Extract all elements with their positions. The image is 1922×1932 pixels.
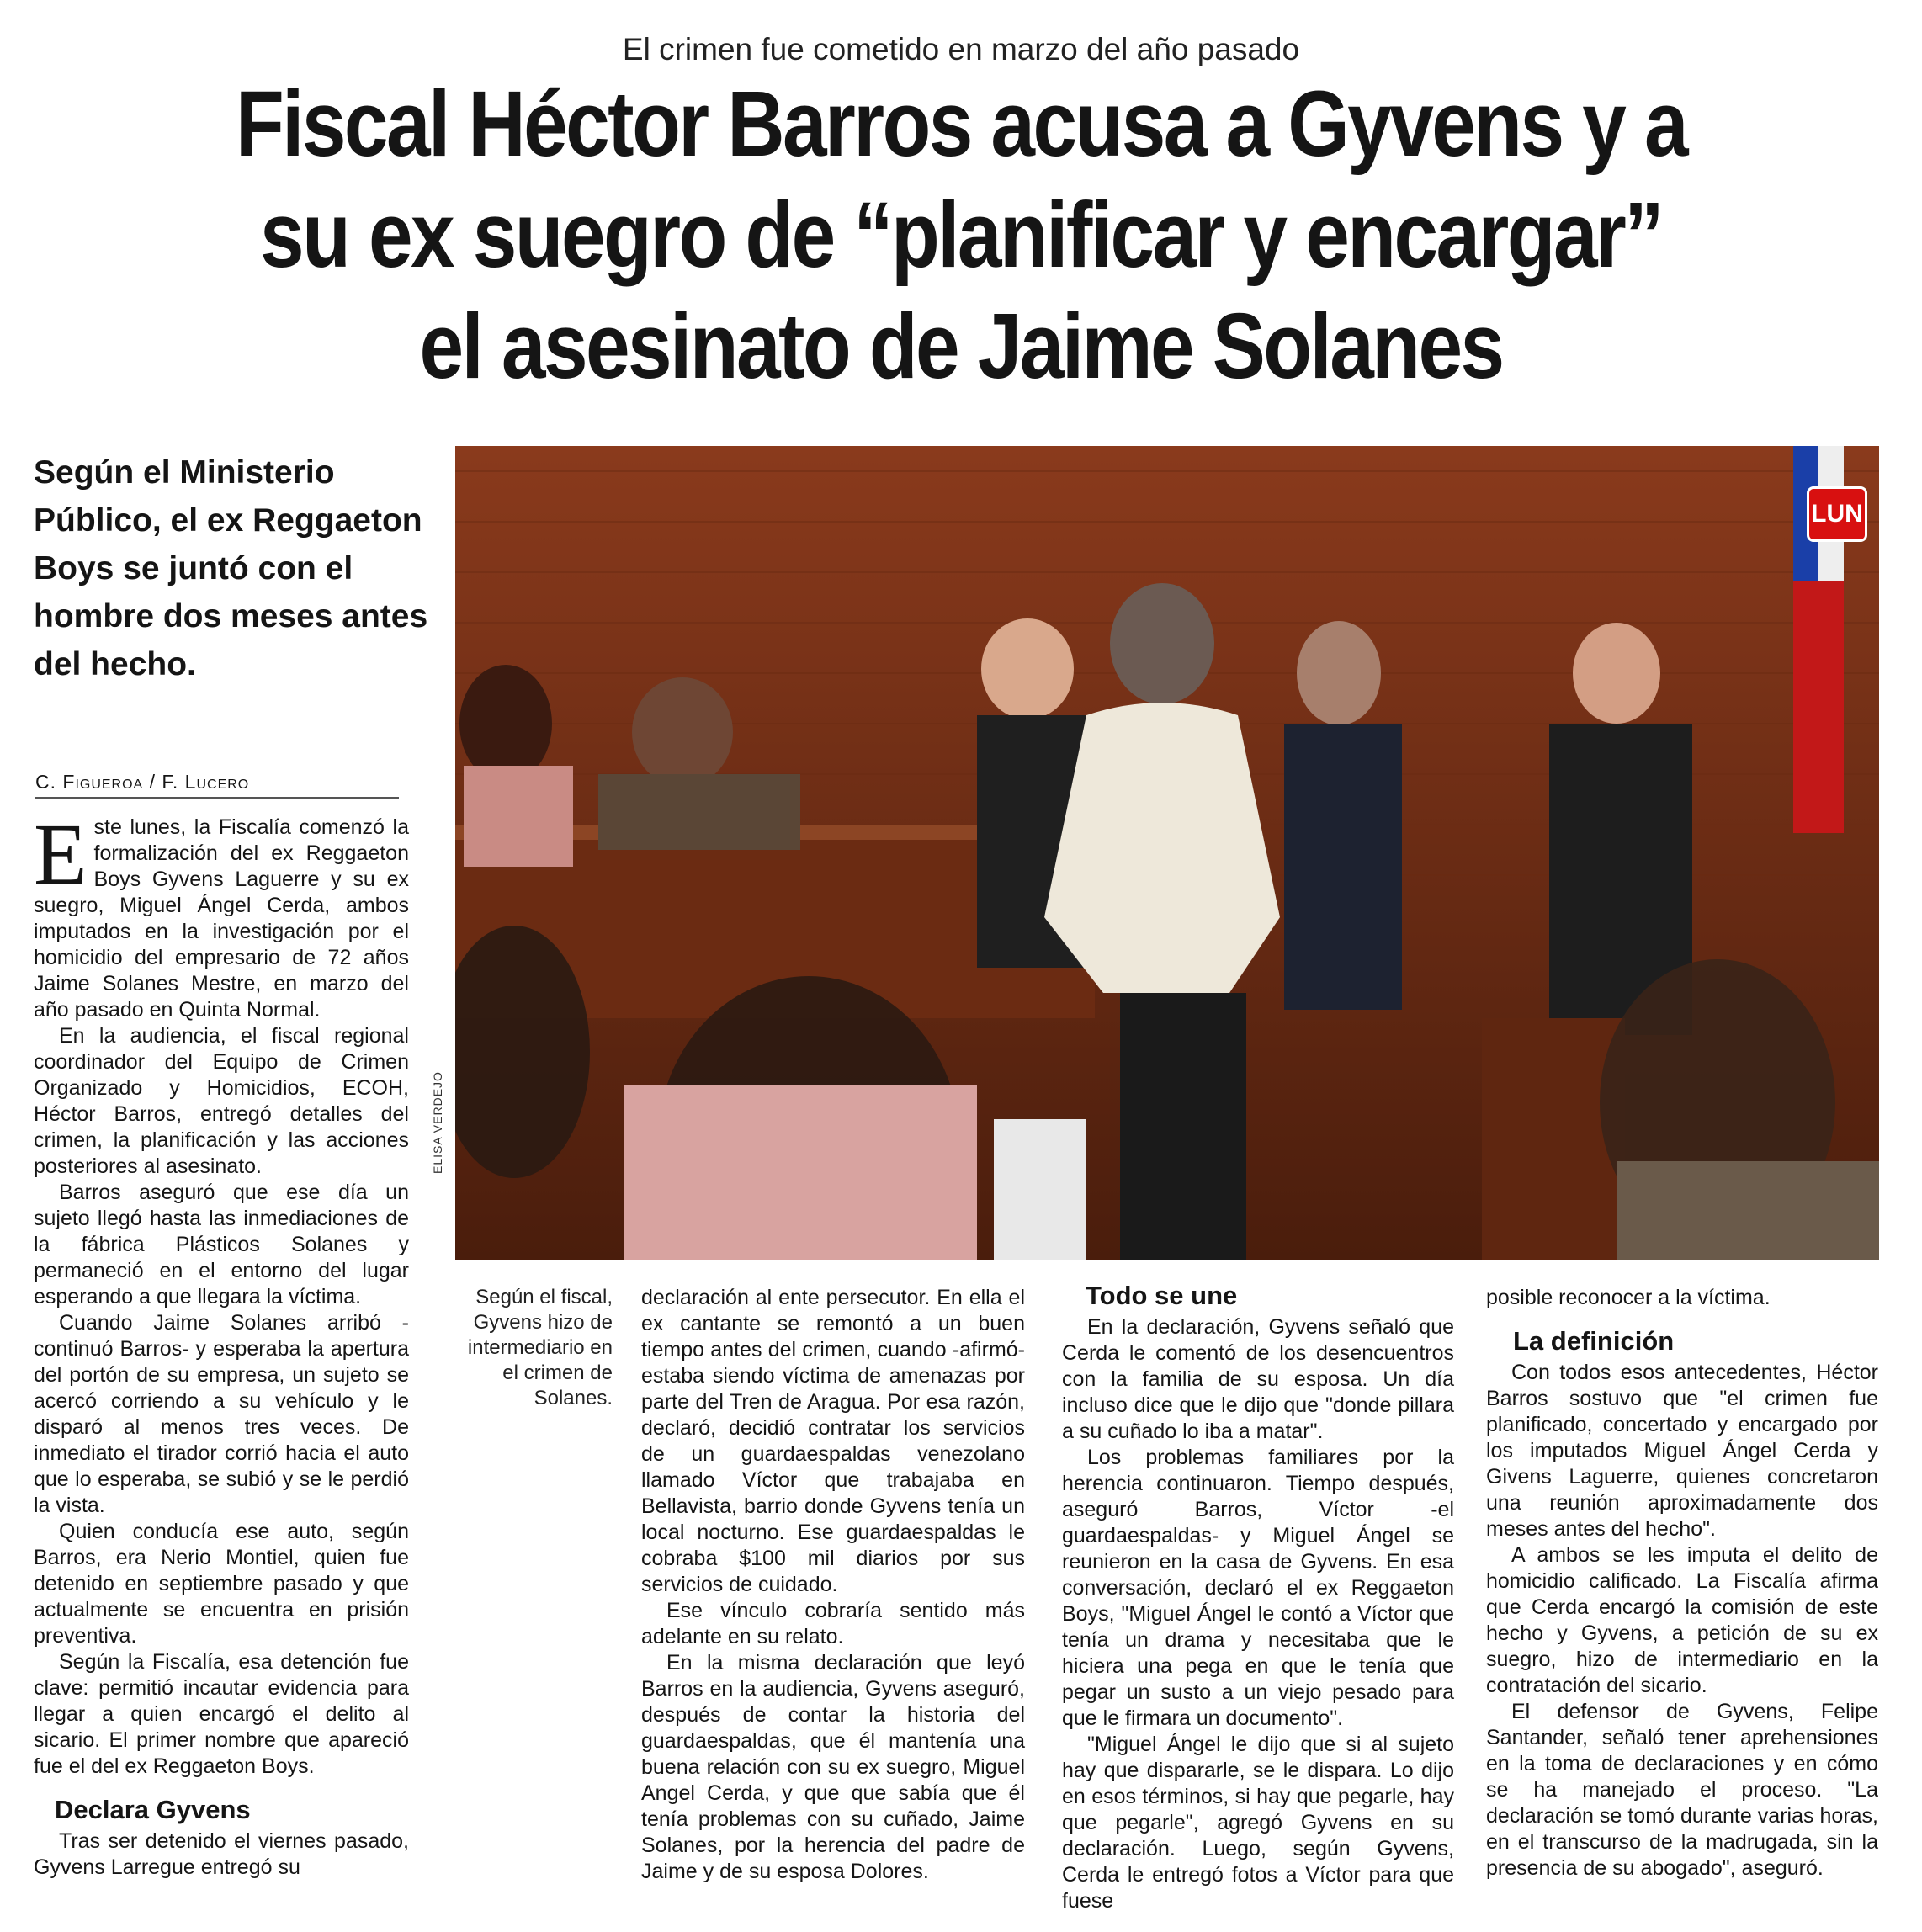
photo-credit: ELISA VERDEJO <box>431 1071 444 1174</box>
byline: C. Figueroa / F. Lucero <box>35 771 399 799</box>
paragraph: Barros aseguró que ese día un sujeto llegó hasta las inmediaciones de la fábrica Plásticos Solanes y permaneció en el entorno del lugar esperando a que llegara la víctima. <box>34 1181 409 1308</box>
article-column-1 <box>34 806 409 1881</box>
paragraph: En la misma declaración que leyó Barros en la audiencia, Gyvens aseguró, después de contar la historia del guardaespaldas, que él mantenía una buena relación con su ex suegro, Miguel Angel Cerda, y que que sabía que él tenía problemas con su cuñado, Jaime Solanes, por la herencia del padre de Jaime y de su esposa Dolores. <box>641 1651 1025 1883</box>
paragraph: declaración al ente persecutor. En ella el ex cantante se remontó a un buen tiempo antes del crimen, cuando -afirmó- estaba siendo víctima de amenazas por parte del Tren de Aragua. Por esa razón, declaró, decidió contratar los servicios de un guardaespaldas venezolano llamado Víctor que trabajaba en Bellavista, barrio donde Gyvens tenía un local nocturno. Ese guardaespaldas le cobraba $100 mil diarios por sus servicios de cuidado. <box>641 1286 1025 1596</box>
paragraph: En la declaración, Gyvens señaló que Cerda le comentó de los desencuentros con la familia de su esposa. Un día incluso dice que le dijo que "donde pillara a su cuñado lo iba a matar". <box>1062 1315 1454 1443</box>
paragraph: Con todos esos antecedentes, Héctor Barros sostuvo que "el crimen fue planificado, concertado y encargado por los imputados Miguel Ángel Cerda y Givens Laguerre, quienes concretaron una reunión aproximadamente dos meses antes del hecho". <box>1486 1361 1878 1541</box>
courtroom-illustration <box>455 446 1879 1260</box>
paragraph: Este lunes, la Fiscalía comenzó la formalización del ex Reggaeton Boys Gyvens Laguerre y su ex suegro, Miguel Ángel Cerda, ambos imputados en la investigación por el homicidio del empresario de 72 años Jaime Solanes Mestre, en marzo del año pasado en Quinta Normal. <box>34 806 409 1022</box>
paragraph: "Miguel Ángel le dijo que si al sujeto hay que dispararle, se le dispara. Lo dijo en esos términos, si hay que pegarle, hay que pegarle", agregó Gyvens en su declaración. Luego, según Gyvens, Cerda le entregó fotos a Víctor para que fuese <box>1062 1733 1454 1913</box>
article-column-3 <box>1062 1281 1454 1914</box>
paragraph: posible reconocer a la víctima. <box>1486 1286 1771 1309</box>
subhead-todo-se-une: Todo se une <box>1086 1281 1238 1310</box>
kicker: El crimen fue cometido en marzo del año pasado <box>622 32 1300 66</box>
paragraph: Según la Fiscalía, esa detención fue clave: permitió incautar evidencia para llegar a quien encargó el delito al sicario. El primer nombre que apareció fue el del ex Reggaeton Boys. <box>34 1650 409 1778</box>
paragraph: Ese vínculo cobraría sentido más adelante en su relato. <box>641 1599 1025 1648</box>
drop-cap: E <box>34 806 88 903</box>
headline <box>163 69 1758 402</box>
lun-logo: LUN <box>1807 486 1867 542</box>
article-column-4 <box>1486 1285 1878 1882</box>
paragraph: A ambos se les imputa el delito de homicidio calificado. La Fiscalía afirma que Cerda encargó la comisión de este hecho y Gyvens, a petición de su ex suegro, hizo de intermediario en la contratación del sicario. <box>1486 1543 1878 1697</box>
paragraph: Cuando Jaime Solanes arribó -continuó Barros- y esperaba la apertura del portón de su empresa, un sujeto se acercó corriendo a su vehículo y le disparó al menos tres veces. De inmediato el tirador corrió hacia el auto que lo esperaba, se subió y se le perdió la vista. <box>34 1311 409 1517</box>
article-column-2 <box>641 1285 1025 1885</box>
subhead-declara-gyvens: Declara Gyvens <box>55 1795 251 1824</box>
subhead-la-definicion: La definición <box>1513 1326 1675 1356</box>
headline-line-3: el asesinato de Jaime Solanes <box>419 295 1503 398</box>
headline-line-2: su ex suegro de “planificar y encargar” <box>260 183 1662 287</box>
paragraph: Quien conducía ese auto, según Barros, era Nerio Montiel, quien fue detenido en septiembre pasado y que actualmente se encuentra en prisión preventiva. <box>34 1520 409 1648</box>
paragraph: Los problemas familiares por la herencia continuaron. Tiempo después, aseguró Barros, Víctor -el guardaespaldas- y Miguel Ángel se reunieron en la casa de Gyvens. En esa conversación, declaró el ex Reggaeton Boys, "Miguel Ángel le contó a Víctor que tenía un drama y necesitaba que le hiciera una pega en que le tenía que pegar un susto a un viejo pesado para que le firmara un documento". <box>1062 1446 1454 1730</box>
paragraph: En la audiencia, el fiscal regional coordinador del Equipo de Crimen Organizado y Homicidios, ECOH, Héctor Barros, entregó detalles del crimen, la planificación y las acciones posteriores al asesinato. <box>34 1024 409 1178</box>
headline-line-1: Fiscal Héctor Barros acusa a Gyvens y a <box>235 72 1687 176</box>
paragraph: Tras ser detenido el viernes pasado, Gyvens Larregue entregó su <box>34 1829 409 1879</box>
courtroom-photo <box>455 446 1879 1260</box>
deck: Según el Ministerio Público, el ex Reggaeton Boys se juntó con el hombre dos meses antes del hecho. <box>34 454 428 682</box>
paragraph: El defensor de Gyvens, Felipe Santander, señaló tener aprehensiones en la toma de declaraciones y en cómo se ha manejado el proceso. "La declaración se tomó durante varias horas, en el transcurso de la madrugada, sin la presencia de su abogado", aseguró. <box>1486 1700 1878 1880</box>
photo-caption: Según el fiscal, Gyvens hizo de intermediario en el crimen de Solanes. <box>467 1286 613 1409</box>
